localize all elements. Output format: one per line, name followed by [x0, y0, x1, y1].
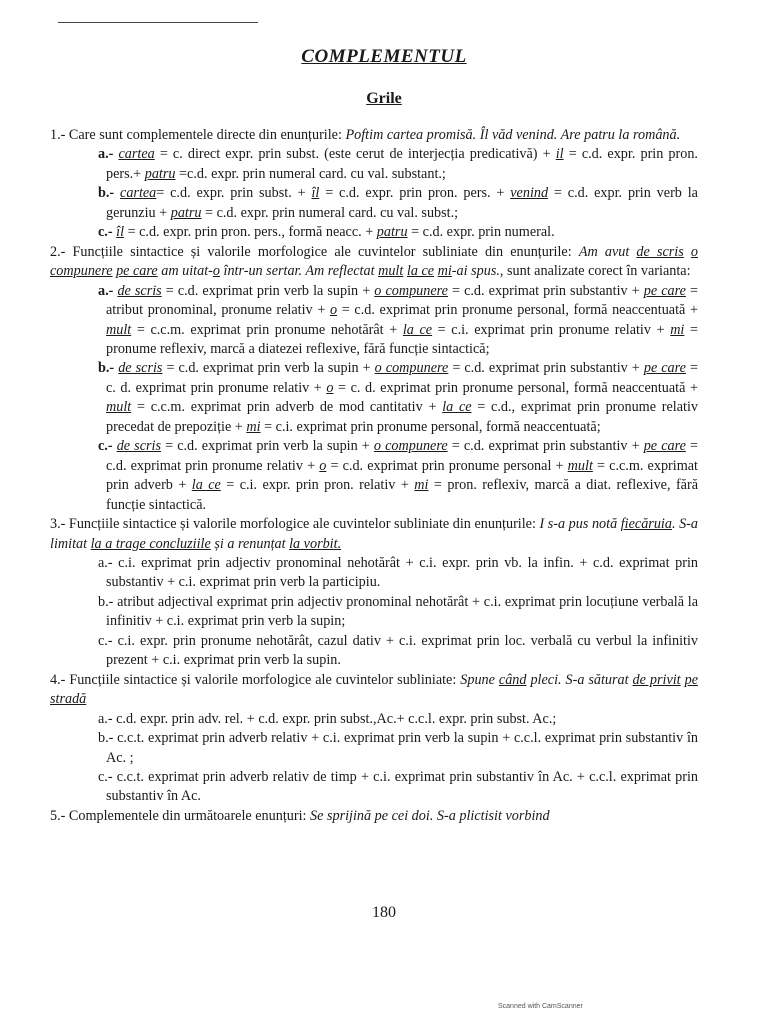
question-4-option-a: a.- c.d. expr. prin adv. rel. + c.d. expr. prin subst.,Ac.+ c.c.l. expr. prin subst. Ac.;	[98, 710, 557, 727]
question-4-option-b: b.- c.c.t. exprimat prin adverb relativ + c.i. exprimat prin verb la supin + c.c.l. exprimat prin substantiv în Ac. ;	[98, 730, 698, 766]
question-3-option-a: a.- c.i. exprimat prin adjectiv pronominal nehotărât + c.i. expr. prin vb. la infin. + c.d. exprimat prin substantiv + c.i. exprimat prin verb la participiu.	[98, 554, 698, 591]
question-2-example: Am avut de scris o compunere pe care am uitat-o într-un sertar. Am reflectat mult la ce mi-ai spus.	[50, 243, 698, 280]
question-1: 1.- Care sunt complementele directe din enunțurile: Poftim cartea promisă. Îl văd venind. Are patru la română.	[50, 127, 681, 143]
question-list	[50, 126, 698, 826]
question-5: 5.- Complementele din următoarele enunțuri: Se sprijină pe cei doi. S-a plictisit vorbind	[50, 807, 550, 824]
question-1-option-c: c.- îl = c.d. expr. prin pron. pers., formă neacc. + patru = c.d. expr. prin numeral.	[98, 224, 555, 241]
scanner-watermark: Scanned with CamScanner	[498, 1003, 583, 1010]
question-5-example: Se sprijină pe cei doi. S-a plictisit vorbind	[310, 807, 550, 824]
question-2: 2.- Funcțiile sintactice și valorile morfologice ale cuvintelor subliniate din enunțurile: Am avut de scris o compunere pe care am uitat-o într-un sertar. Am reflectat mult la ce mi-ai spus., sunt analizate corect în varianta:	[50, 243, 698, 280]
question-3-option-c: c.- c.i. expr. prin pronume nehotărât, cazul dativ + c.i. exprimat prin loc. verbală cu verbul la infinitiv prezent + c.i. exprimat prin verb la supin.	[98, 632, 698, 669]
question-3-option-b: b.- atribut adjectival exprimat prin adjectiv pronominal nehotărât + c.i. exprimat prin locuțiune verbală la infinitiv + c.i. exprimat prin verb la supin;	[98, 593, 698, 630]
section-subtitle: Grile	[366, 90, 402, 107]
page-title: COMPLEMENTUL	[301, 46, 467, 67]
question-4-option-c: c.- c.c.t. exprimat prin adverb relativ de timp + c.i. exprimat prin substantiv în Ac. + c.c.l. exprimat prin substantiv în Ac.	[98, 768, 698, 805]
question-4-example: Spune când pleci. S-a săturat de privit pe stradă	[50, 671, 698, 708]
question-4: 4.- Funcțiile sintactice și valorile morfologice ale cuvintelor subliniate: Spune când pleci. S-a săturat de privit pe stradă	[50, 671, 698, 708]
question-2-option-a: a.- de scris = c.d. exprimat prin verb la supin + o compunere = c.d. exprimat prin substantiv + pe care = atribut pronominal, pronume relativ + o = c.d. exprimat prin pronume personal, formă neaccentuată + mult = c.c.m. exprimat prin pronume nehotărât + la ce = c.i. exprimat prin pronume relativ + mi = pronume reflexiv, marcă a diatezei reflexive, fără funcție sintactică;	[98, 282, 698, 357]
top-rule	[58, 22, 258, 23]
question-1-option-b: b.- cartea= c.d. expr. prin subst. + îl = c.d. expr. prin pron. pers. + venind = c.d. expr. prin verb la gerunziu + patru = c.d. expr. prin numeral card. cu val. subst.;	[98, 185, 698, 221]
question-3: 3.- Funcțiile sintactice și valorile morfologice ale cuvintelor subliniate din enunțurile: I s-a pus notă fiecăruia. S-a limitat la a trage concluziile și a renunțat la vorbit.	[50, 516, 698, 552]
question-2-option-c: c.- de scris = c.d. exprimat prin verb la supin + o compunere = c.d. exprimat prin substantiv + pe care = c.d. exprimat prin pronume relativ + o = c.d. exprimat prin pronume personal + mult = c.c.m. exprimat prin adverb + la ce = c.i. expr. prin pron. relativ + mi = pron. reflexiv, marcă a diat. reflexive, fără funcție sintactică.	[98, 438, 698, 513]
question-2-option-b: b.- de scris = c.d. exprimat prin verb la supin + o compunere = c.d. exprimat prin substantiv + pe care = c. d. exprimat prin pronume relativ + o = c. d. exprimat prin pronume personal, formă neaccentuată + mult = c.c.m. exprimat prin adverb de mod cantitativ + la ce = c.d., exprimat prin pronume relativ precedat de prepoziție + mi = c.i. exprimat prin pronume personal, formă neaccentuată;	[98, 360, 698, 435]
question-3-example: I s-a pus notă fiecăruia. S-a limitat la a trage concluziile și a renunțat la vorbit.	[50, 516, 698, 552]
question-1-option-a: a.- cartea = c. direct expr. prin subst. (este cerut de interjecția predicativă) + il = c.d. expr. prin pron. pers.+ patru =c.d. expr. prin numeral card. cu val. substant.;	[98, 146, 698, 182]
page-number: 180	[372, 904, 396, 921]
question-1-example: Poftim cartea promisă. Îl văd venind. Are patru la română.	[345, 127, 681, 143]
